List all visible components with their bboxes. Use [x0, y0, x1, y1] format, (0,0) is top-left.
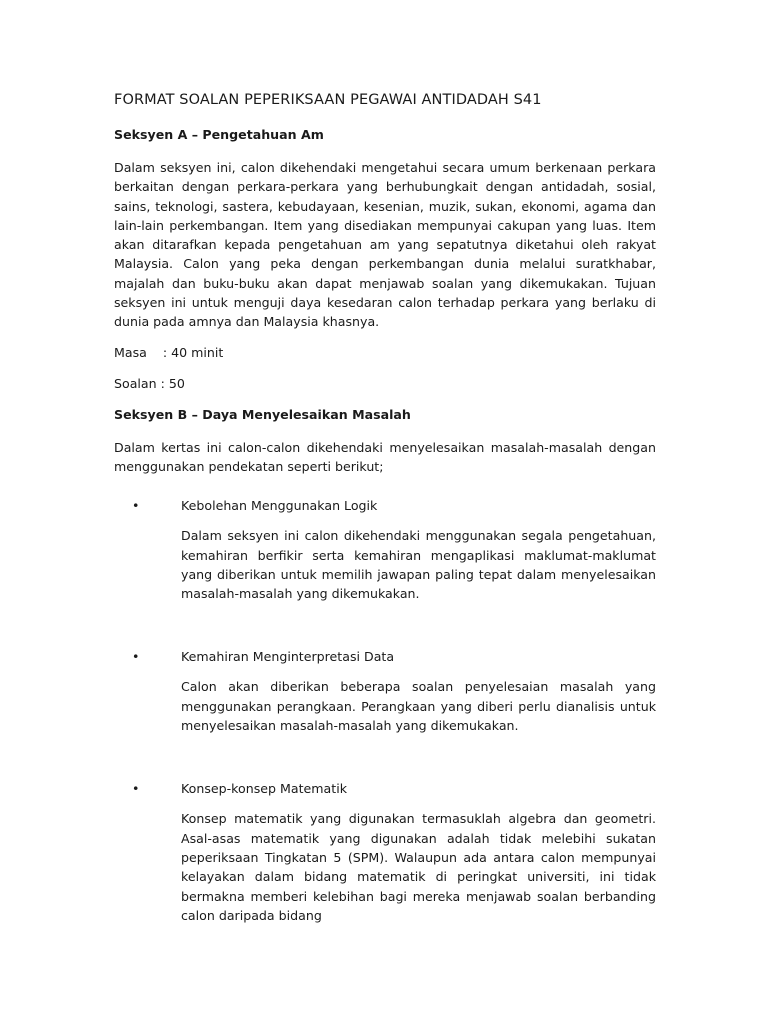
list-item-body: Calon akan diberikan beberapa soalan penyelesaian masalah yang menggunakan perangkaan. Perangkaan yang diberi perlu dianalisis untuk menyelesaikan masalah-masalah yang dikemukakan. — [181, 679, 656, 734]
list-item-label: Kebolehan Menggunakan Logik — [181, 498, 378, 514]
page-title: FORMAT SOALAN PEPERIKSAAN PEGAWAI ANTIDADAH S41 — [114, 92, 542, 108]
list-item-body: Dalam seksyen ini calon dikehendaki menggunakan segala pengetahuan, kemahiran berfikir serta kemahiran mengaplikasi maklumat-maklumat yang diberikan untuk memilih jawapan paling tepat dalam menyelesaikan masalah-masalah yang dikemukakan. — [181, 528, 656, 602]
bullet-icon: • — [132, 649, 140, 665]
list-item — [114, 779, 656, 925]
section-a-heading: Seksyen A – Pengetahuan Am — [114, 127, 324, 142]
bullet-icon: • — [132, 781, 140, 797]
document-content — [114, 90, 656, 925]
question-count-line: Soalan : 50 — [114, 375, 185, 391]
section-b-heading: Seksyen B – Daya Menyelesaikan Masalah — [114, 406, 411, 422]
section-a-paragraph: Dalam seksyen ini, calon dikehendaki mengetahui secara umum berkenaan perkara berkaitan dengan perkara-perkara yang berhubungkait dengan antidadah, sosial, sains, teknologi, sastera, kebudayaan, kesenian, muzik, sukan, ekonomi, agama dan lain-lain perkembangan. Item yang disediakan mempunyai cakupan yang luas. Item akan ditarafkan kepada pengetahuan am yang sepatutnya diketahui oleh rakyat Malaysia. Calon yang peka dengan perkembangan dunia melalui suratkhabar, majalah dan buku-buku akan dapat menjawab soalan yang dikemukakan. Tujuan seksyen ini untuk menguji daya kesedaran calon terhadap perkara yang berlaku di dunia pada amnya dan Malaysia khasnya. — [114, 160, 656, 330]
list-item — [114, 496, 656, 603]
list-item — [114, 647, 656, 735]
list-item-label: Kemahiran Menginterpretasi Data — [181, 649, 395, 665]
list-item-body: Konsep matematik yang digunakan termasuklah algebra dan geometri. Asal-asas matematik yang digunakan adalah tidak melebihi sukatan peperiksaan Tingkatan 5 (SPM). Walaupun ada antara calon mempunyai kelayakan dalam bidang matematik di peringkat universiti, ini tidak bermakna memberi kelebihan bagi mereka menjawab soalan berbanding calon daripada bidang — [181, 811, 656, 923]
duration-line: Masa : 40 minit — [114, 344, 224, 360]
list-item-label: Konsep-konsep Matematik — [181, 781, 347, 797]
bullet-icon: • — [132, 498, 140, 514]
section-b-intro: Dalam kertas ini calon-calon dikehendaki menyelesaikan masalah-masalah dengan menggunakan pendekatan seperti berikut; — [114, 439, 656, 474]
